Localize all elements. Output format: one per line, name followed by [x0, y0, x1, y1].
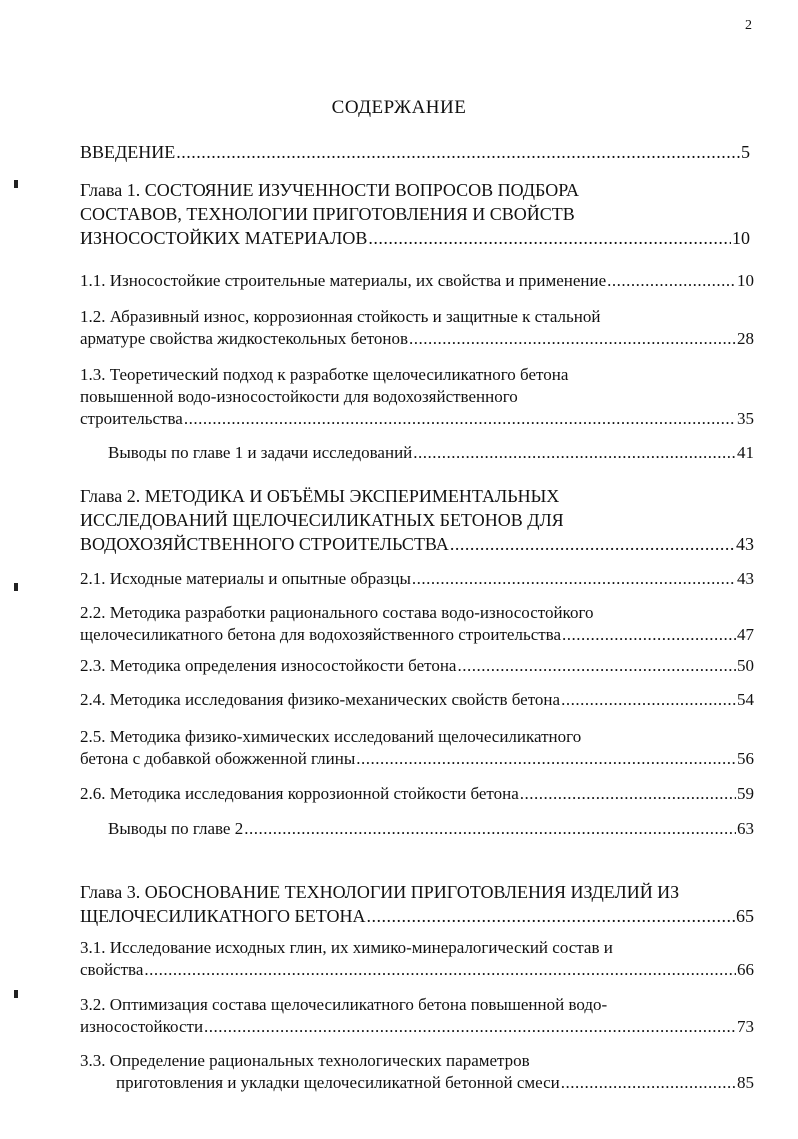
entry-page: 10: [737, 271, 754, 290]
entry-line: 2.3. Методика определения износостойкости бетона: [80, 656, 457, 675]
entry-line: свойства: [80, 960, 144, 979]
entry-line: 3.1. Исследование исходных глин, их химико-минералогический состав и: [80, 938, 613, 957]
leader-dots: [368, 226, 731, 250]
entry-line: 2.1. Исходные материалы и опытные образцы: [80, 569, 411, 588]
entry-line: 2.6. Методика исследования коррозионной стойкости бетона: [80, 784, 519, 803]
margin-mark: [14, 583, 18, 591]
entry-page: 43: [737, 569, 754, 588]
entry-page: 43: [736, 534, 754, 554]
entry-page: 41: [737, 443, 754, 462]
entry-line: Выводы по главе 2: [108, 819, 244, 838]
toc-entry-section-2-2[interactable]: [80, 602, 754, 646]
entry-line: 1.1. Износостойкие строительные материалы, их свойства и применение: [80, 271, 607, 290]
leader-dots: [412, 568, 736, 590]
entry-line: ИССЛЕДОВАНИЙ ЩЕЛОЧЕСИЛИКАТНЫХ БЕТОНОВ ДЛЯ: [80, 510, 564, 530]
entry-line: повышенной водо-износостойкости для водохозяйственного: [80, 387, 518, 406]
toc-title: СОДЕРЖАНИЕ: [331, 97, 467, 118]
toc-entry-introduction[interactable]: [80, 140, 750, 164]
entry-line: 3.3. Определение рациональных технологических параметров: [80, 1051, 530, 1070]
leader-dots: [144, 959, 736, 981]
entry-page: 56: [737, 749, 754, 768]
entry-page: 85: [737, 1073, 754, 1092]
toc-entry-section-1-3[interactable]: [80, 364, 754, 430]
toc-entry-section-1-1[interactable]: [80, 270, 754, 292]
margin-mark: [14, 990, 18, 998]
entry-page: 59: [737, 784, 754, 803]
entry-line: бетона с добавкой обожженной глины: [80, 749, 356, 768]
entry-line: 3.2. Оптимизация состава щелочесиликатного бетона повышенной водо-: [80, 995, 608, 1014]
toc-entry-section-2-5[interactable]: [80, 726, 754, 770]
entry-page: 35: [737, 409, 754, 428]
leader-dots: [450, 532, 735, 556]
entry-line: износостойкости: [80, 1017, 204, 1036]
margin-mark: [14, 180, 18, 188]
leader-dots: [457, 655, 736, 677]
leader-dots: [244, 818, 736, 840]
entry-line: 2.4. Методика исследования физико-механических свойств бетона: [80, 690, 561, 709]
entry-page: 10: [732, 228, 750, 248]
entry-line: строительства: [80, 409, 183, 428]
entry-line: 1.2. Абразивный износ, коррозионная стойкость и защитные к стальной: [80, 307, 601, 326]
page-number: 2: [745, 18, 752, 33]
leader-dots: [561, 689, 736, 711]
toc-entry-section-2-1[interactable]: [80, 568, 754, 590]
toc-entry-section-3-1[interactable]: [80, 937, 754, 981]
entry-page: 63: [737, 819, 754, 838]
entry-line: Глава 2. МЕТОДИКА И ОБЪЁМЫ ЭКСПЕРИМЕНТАЛЬНЫХ: [80, 486, 560, 506]
leader-dots: [562, 624, 736, 646]
entry-line: щелочесиликатного бетона для водохозяйственного строительства: [80, 625, 562, 644]
toc-entry-conclusions-2[interactable]: [108, 818, 754, 840]
entry-line: 2.5. Методика физико-химических исследований щелочесиликатного: [80, 727, 582, 746]
entry-line: Выводы по главе 1 и задачи исследований: [108, 443, 413, 462]
leader-dots: [204, 1016, 736, 1038]
entry-line: ИЗНОСОСТОЙКИХ МАТЕРИАЛОВ: [80, 228, 368, 248]
leader-dots: [356, 748, 736, 770]
leader-dots: [607, 270, 736, 292]
toc-entry-conclusions-1[interactable]: [108, 442, 754, 464]
toc-entry-section-2-4[interactable]: [80, 689, 754, 711]
toc-entry-chapter-1[interactable]: [80, 178, 750, 250]
entry-page: 73: [737, 1017, 754, 1036]
entry-page: 50: [737, 656, 754, 675]
entry-line: 1.3. Теоретический подход к разработке щелочесиликатного бетона: [80, 365, 569, 384]
toc-entry-section-3-3[interactable]: [80, 1050, 754, 1094]
entry-line: приготовления и укладки щелочесиликатной бетонной смеси: [116, 1073, 560, 1092]
leader-dots: [367, 904, 735, 928]
entry-page: 47: [737, 625, 754, 644]
entry-line: СОСТАВОВ, ТЕХНОЛОГИИ ПРИГОТОВЛЕНИЯ И СВОЙСТВ: [80, 204, 575, 224]
entry-page: 66: [737, 960, 754, 979]
toc-entry-chapter-3[interactable]: [80, 880, 754, 928]
entry-page: 54: [737, 690, 754, 709]
entry-line: арматуре свойства жидкостекольных бетонов: [80, 329, 408, 348]
entry-text: ВВЕДЕНИЕ: [80, 142, 176, 162]
toc-entry-section-2-3[interactable]: [80, 655, 754, 677]
leader-dots: [176, 140, 740, 164]
leader-dots: [561, 1072, 736, 1094]
entry-line: Глава 1. СОСТОЯНИЕ ИЗУЧЕННОСТИ ВОПРОСОВ ПОДБОРА: [80, 180, 579, 200]
entry-page: 5: [741, 142, 750, 162]
leader-dots: [520, 783, 736, 805]
toc-entry-section-3-2[interactable]: [80, 994, 754, 1038]
toc-entry-chapter-2[interactable]: [80, 484, 754, 556]
toc-entry-section-2-6[interactable]: [80, 783, 754, 805]
entry-line: ВОДОХОЗЯЙСТВЕННОГО СТРОИТЕЛЬСТВА: [80, 534, 449, 554]
leader-dots: [409, 328, 736, 350]
entry-line: Глава 3. ОБОСНОВАНИЕ ТЕХНОЛОГИИ ПРИГОТОВЛЕНИЯ ИЗДЕЛИЙ ИЗ: [80, 882, 680, 902]
entry-line: ЩЕЛОЧЕСИЛИКАТНОГО БЕТОНА: [80, 906, 366, 926]
entry-line: 2.2. Методика разработки рационального состава водо-износостойкого: [80, 603, 594, 622]
leader-dots: [184, 408, 736, 430]
toc-entry-section-1-2[interactable]: [80, 306, 754, 350]
entry-page: 65: [736, 906, 754, 926]
leader-dots: [413, 442, 736, 464]
entry-page: 28: [737, 329, 754, 348]
